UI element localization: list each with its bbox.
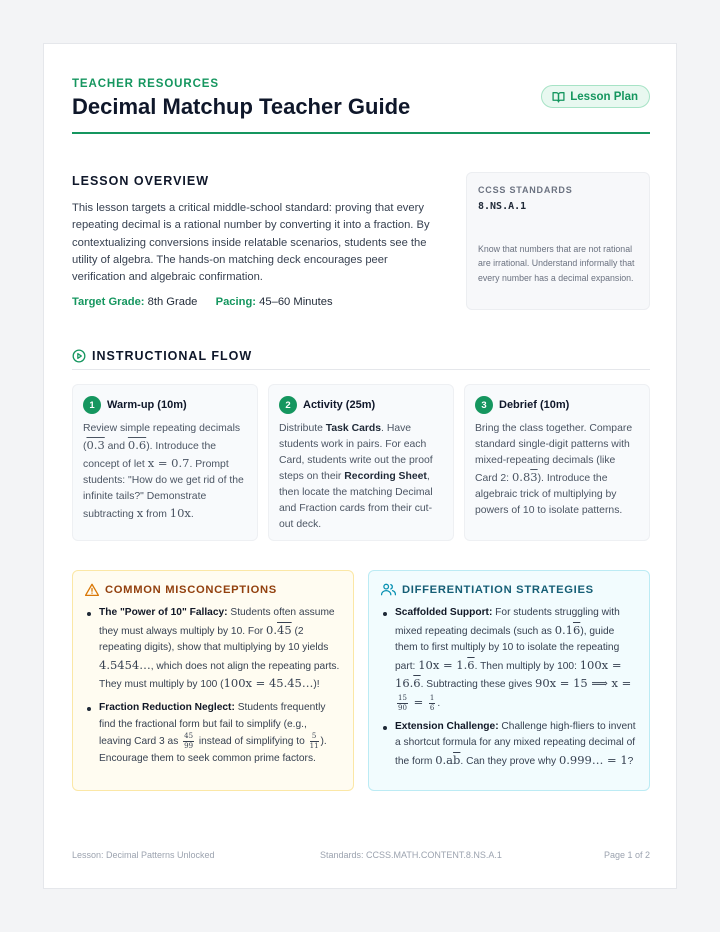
- math-expression: =: [409, 694, 427, 709]
- flow-heading: [72, 349, 252, 363]
- fraction: [429, 695, 435, 712]
- text-run: , which does not align the repeating parts. They must multiply by 100 (: [99, 660, 340, 691]
- standards-code: 8.NS.A.1: [478, 201, 527, 212]
- step-number-badge: 3: [475, 396, 493, 414]
- step-title: [475, 396, 639, 414]
- text-run: . Have students work in pairs. For each Card, students write out the proof steps on their: [279, 423, 433, 482]
- pacing-value: 45–60 Minutes: [259, 296, 333, 308]
- standards-description: Know that numbers that are not rational are irrational. Understand informally that every number has a decimal expansion.: [478, 244, 635, 283]
- math-expression: 100x = 16.6: [395, 657, 622, 691]
- math-expression: 4.5454…: [99, 657, 151, 672]
- text-run: ), guide them to first multiply by 10 to isolate the repeating part:: [395, 625, 620, 672]
- fraction-numerator: 5: [310, 733, 319, 742]
- step-number-badge: 1: [83, 396, 101, 414]
- text-run: . Prompt students: "How do we get rid of the infinite tails?" Demonstrate subtracting: [83, 459, 244, 520]
- page-title: Decimal Matchup Teacher Guide: [72, 94, 411, 119]
- bold-term: Fraction Reduction Neglect:: [99, 701, 235, 713]
- misconceptions-heading: [85, 583, 341, 596]
- list-item: [99, 605, 341, 694]
- text-run: Review simple repeating decimals (: [83, 423, 241, 452]
- warning-triangle-icon: [85, 583, 99, 596]
- text-run: ?: [627, 755, 634, 767]
- fraction: [310, 733, 319, 750]
- grade-label: Target Grade:: [72, 296, 145, 308]
- math-expression: x = 0.7: [147, 456, 190, 470]
- math-expression: 0.45: [266, 622, 292, 637]
- text-run: .: [437, 697, 441, 709]
- lesson-plan-label: Lesson Plan: [570, 90, 638, 103]
- math-expression: 0.6: [127, 438, 147, 452]
- math-expression: 100x = 45.45…: [223, 676, 314, 691]
- book-icon: [552, 91, 565, 103]
- misconceptions-heading-label: COMMON MISCONCEPTIONS: [105, 583, 277, 596]
- differentiation-heading-label: DIFFERENTIATION STRATEGIES: [402, 583, 594, 596]
- step-body: [475, 421, 639, 519]
- fraction-denominator: 6: [429, 703, 435, 712]
- users-icon: [381, 583, 396, 596]
- fraction-numerator: 15: [398, 693, 407, 702]
- step-title-label: Warm-up (10m): [107, 399, 187, 411]
- step-body: [83, 421, 247, 523]
- text-run: Bring the class together. Compare standard single-digit patterns with mixed-repeating decimals (like Card 2:: [475, 423, 633, 484]
- bold-term: Scaffolded Support:: [395, 607, 493, 618]
- overview-heading: LESSON OVERVIEW: [72, 174, 210, 188]
- list-item: [99, 700, 341, 768]
- flow-heading-label: INSTRUCTIONAL FLOW: [92, 349, 253, 363]
- list-item: [395, 719, 637, 771]
- math-expression: 0.16: [554, 622, 581, 637]
- overview-body: This lesson targets a critical middle-school standard: proving that every repeating decimal is a rational number by converting it into a fraction. By contextualizing conversions inside relatable scenarios, students see the utility of algebra. The hands-on matching deck encourages peer verification and algebraic confirmation.: [72, 202, 430, 284]
- fraction-denominator: 11: [309, 742, 319, 751]
- differentiation-list: [381, 605, 637, 770]
- list-item: [395, 605, 637, 713]
- text-run: Students frequently find the fractional form but fail to simplify (e.g., leaving Card 3 as: [99, 701, 326, 748]
- misconceptions-list: [85, 605, 341, 768]
- step-title-label: Debrief (10m): [499, 399, 570, 411]
- eyebrow-label: TEACHER RESOURCES: [72, 78, 219, 90]
- play-circle-icon: [72, 349, 86, 363]
- text-run: and: [104, 441, 128, 452]
- math-expression: 90x = 15 ⟹ x =: [535, 676, 632, 691]
- grade-value: 8th Grade: [147, 296, 198, 308]
- fraction-numerator: 1: [429, 693, 435, 702]
- guide-page: [43, 43, 677, 889]
- standards-card: [466, 172, 650, 310]
- step-body: [279, 421, 443, 533]
- header-divider: [72, 132, 650, 134]
- text-run: . Subtracting these gives: [420, 679, 536, 691]
- differentiation-heading: [381, 583, 637, 596]
- text-run: (2 repeating digits), show that multiplying by 10 yields: [99, 625, 329, 654]
- differentiation-box: [368, 570, 650, 791]
- lesson-plan-badge[interactable]: [541, 85, 650, 108]
- pacing-label: Pacing:: [215, 296, 257, 308]
- flow-divider: [72, 369, 650, 370]
- step-card-activity: [268, 384, 454, 541]
- text-run: Challenge high-fliers to invent a shortcut formula for any mixed repeating decimal of the form: [395, 720, 636, 767]
- text-run: Students often assume they must always multiply by 10. For: [99, 607, 335, 637]
- text-run: .: [190, 509, 194, 520]
- overview-meta: [72, 296, 333, 308]
- math-expression: 0.3: [86, 438, 105, 452]
- text-run: )!: [313, 679, 320, 691]
- text-run: instead of simplifying to: [196, 736, 308, 748]
- math-expression: x: [136, 506, 144, 520]
- bold-term: The "Power of 10" Fallacy:: [99, 607, 228, 618]
- step-title: [279, 396, 443, 414]
- fraction-denominator: 90: [398, 703, 407, 712]
- text-run: For students struggling with mixed repeating decimals (such as: [395, 607, 620, 637]
- text-run: , then locate the matching Decimal and Fraction cards from their cut-out deck.: [279, 471, 433, 530]
- fraction: [397, 695, 408, 712]
- text-run: Distribute: [279, 423, 326, 434]
- footer-lesson: Lesson: Decimal Patterns Unlocked: [72, 850, 215, 860]
- bold-term: Recording Sheet: [344, 471, 427, 482]
- misconceptions-box: [72, 570, 354, 791]
- standards-label: CCSS STANDARDS: [478, 185, 573, 195]
- text-run: . Then multiply by 100:: [474, 660, 580, 672]
- step-card-debrief: [464, 384, 650, 541]
- math-expression: $0.a\overline{b}$: [435, 752, 461, 767]
- math-expression: 10x: [169, 506, 191, 520]
- text-run: ). Encourage them to seek common prime factors.: [99, 736, 327, 764]
- text-run: . Can they prove why: [460, 755, 559, 767]
- step-number-badge: 2: [279, 396, 297, 414]
- bold-term: Extension Challenge:: [395, 720, 499, 732]
- math-expression: 10x = 1.6: [418, 657, 475, 672]
- text-run: ). Introduce the concept of let: [83, 441, 217, 470]
- step-title-label: Activity (25m): [303, 399, 376, 411]
- fraction: [183, 733, 194, 750]
- page-number: Page 1 of 2: [603, 850, 650, 860]
- text-run: from: [143, 509, 170, 520]
- step-title: [83, 396, 247, 414]
- math-expression: 0.83: [511, 470, 538, 484]
- fraction-denominator: 99: [184, 742, 194, 751]
- fraction-numerator: 45: [184, 732, 194, 741]
- footer-standards: Standards: CCSS.MATH.CONTENT.8.NS.A.1: [320, 850, 502, 860]
- math-expression: 0.999… = 1: [558, 752, 628, 767]
- text-run: ). Introduce the algebraic trick of multiplying by powers of 10 to isolate patterns.: [475, 473, 623, 516]
- bold-term: Task Cards: [325, 423, 382, 434]
- step-card-warmup: [72, 384, 258, 541]
